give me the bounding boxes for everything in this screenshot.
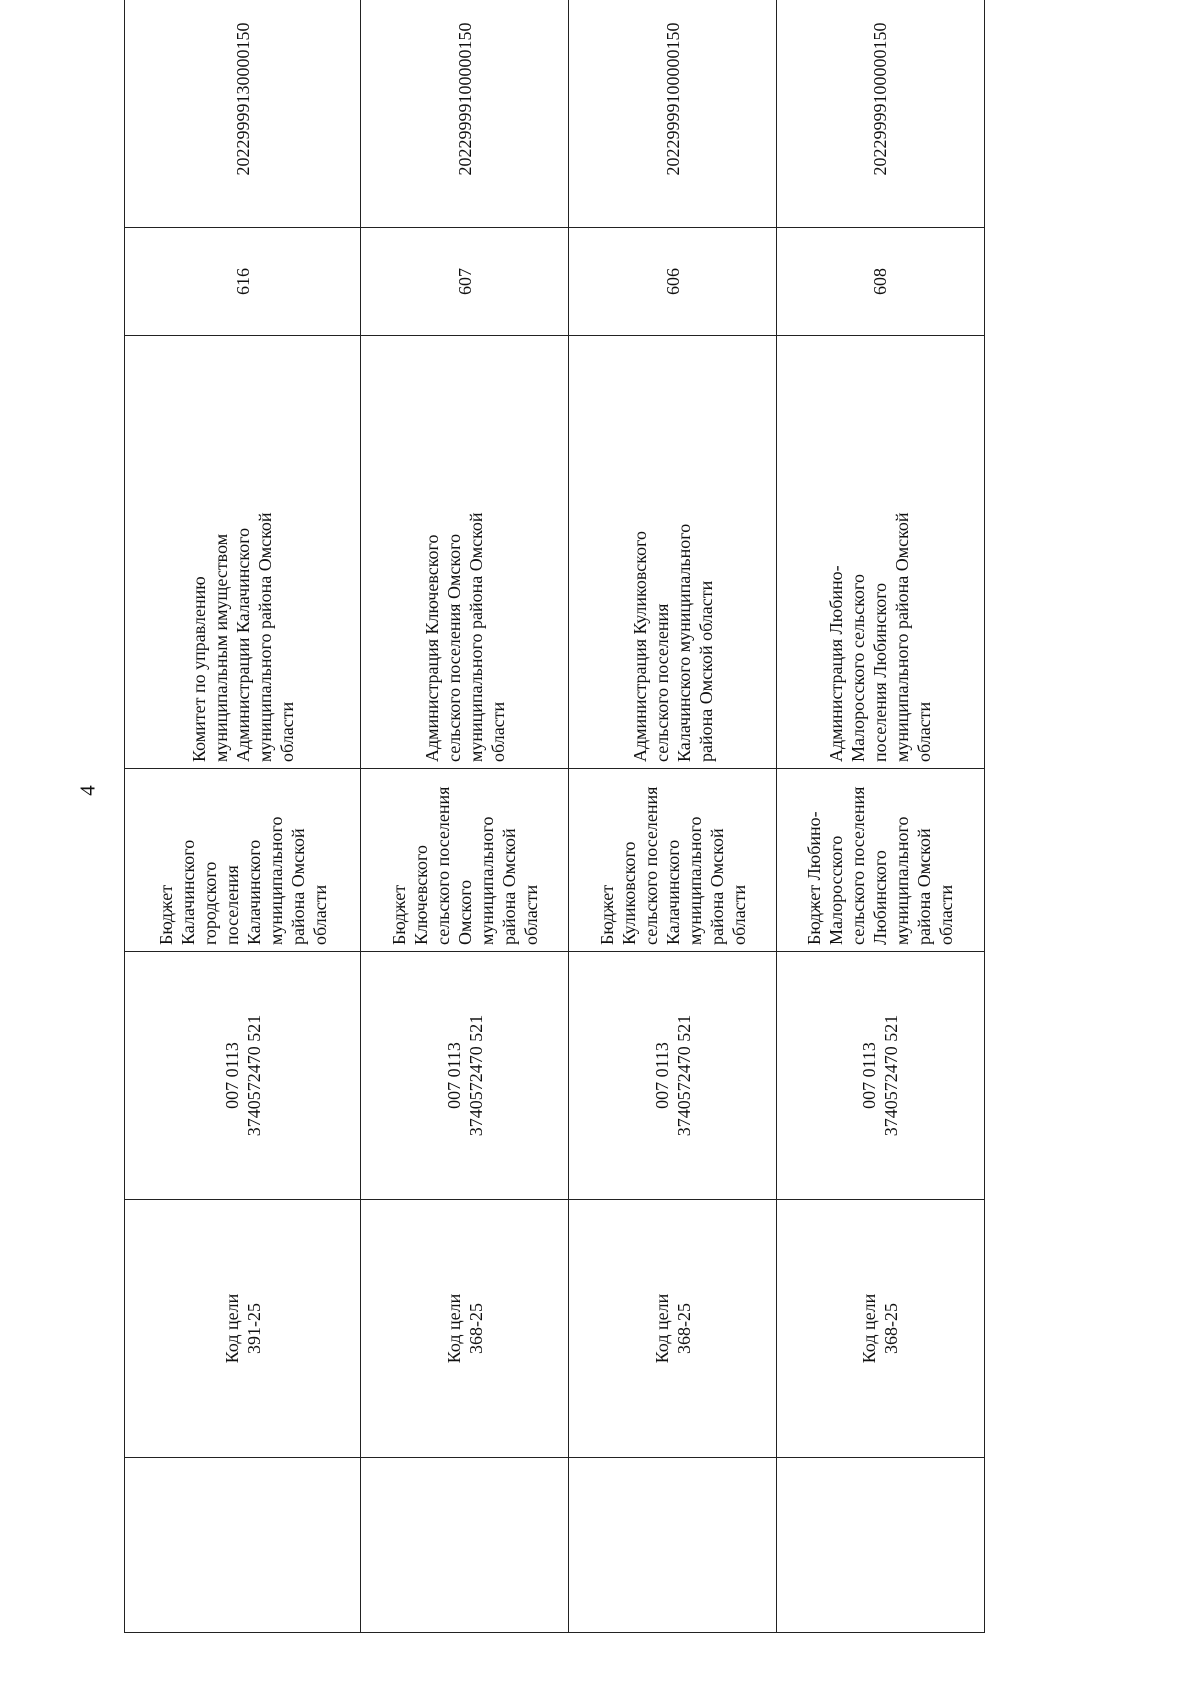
table-row <box>125 0 361 1633</box>
goal-code-cell: Код цели 368-25 <box>569 1200 777 1458</box>
administrator-cell: Администрация Любино- Малоросского сельского поселения Любинского муниципального района Омской области <box>776 336 984 769</box>
table-cell-empty <box>776 1458 984 1633</box>
table-row <box>776 0 984 1633</box>
income-code-cell: 20229999130000150 <box>125 0 361 228</box>
kbk-cell: 007 0113 3740572470 521 <box>125 952 361 1200</box>
transfer-table <box>124 0 985 1633</box>
kbk-cell: 007 0113 3740572470 521 <box>569 952 777 1200</box>
table-row <box>361 0 569 1633</box>
goal-code-cell: Код цели 391-25 <box>125 1200 361 1458</box>
income-code-cell: 20229999100000150 <box>361 0 569 228</box>
budget-cell: Бюджет Куликовского сельского поселения Калачинского муниципального района Омской области <box>569 769 777 952</box>
income-code-cell: 20229999100000150 <box>776 0 984 228</box>
glava-code-cell: 616 <box>125 228 361 336</box>
table-cell-empty <box>361 1458 569 1633</box>
goal-code-cell: Код цели 368-25 <box>361 1200 569 1458</box>
administrator-cell: Комитет по управлению муниципальным имуществом Администрации Калачинского муниципального района Омской области <box>125 336 361 769</box>
table-cell-empty <box>569 1458 777 1633</box>
budget-cell: Бюджет Любино- Малоросского сельского поселения Любинского муниципального района Омской области <box>776 769 984 952</box>
administrator-cell: Администрация Ключевского сельского поселения Омского муниципального района Омской области <box>361 336 569 769</box>
rotated-table-container <box>124 22 985 1633</box>
page-number: 4 <box>75 785 100 796</box>
budget-cell: Бюджет Калачинского городского поселения Калачинского муниципального района Омской области <box>125 769 361 952</box>
table-row <box>569 0 777 1633</box>
kbk-cell: 007 0113 3740572470 521 <box>361 952 569 1200</box>
income-code-cell: 20229999100000150 <box>569 0 777 228</box>
kbk-cell: 007 0113 3740572470 521 <box>776 952 984 1200</box>
glava-code-cell: 607 <box>361 228 569 336</box>
budget-cell: Бюджет Ключевского сельского поселения Омского муниципального района Омской области <box>361 769 569 952</box>
goal-code-cell: Код цели 368-25 <box>776 1200 984 1458</box>
table-cell-empty <box>125 1458 361 1633</box>
glava-code-cell: 606 <box>569 228 777 336</box>
glava-code-cell: 608 <box>776 228 984 336</box>
administrator-cell: Администрация Куликовского сельского поселения Калачинского муниципального района Омской области <box>569 336 777 769</box>
